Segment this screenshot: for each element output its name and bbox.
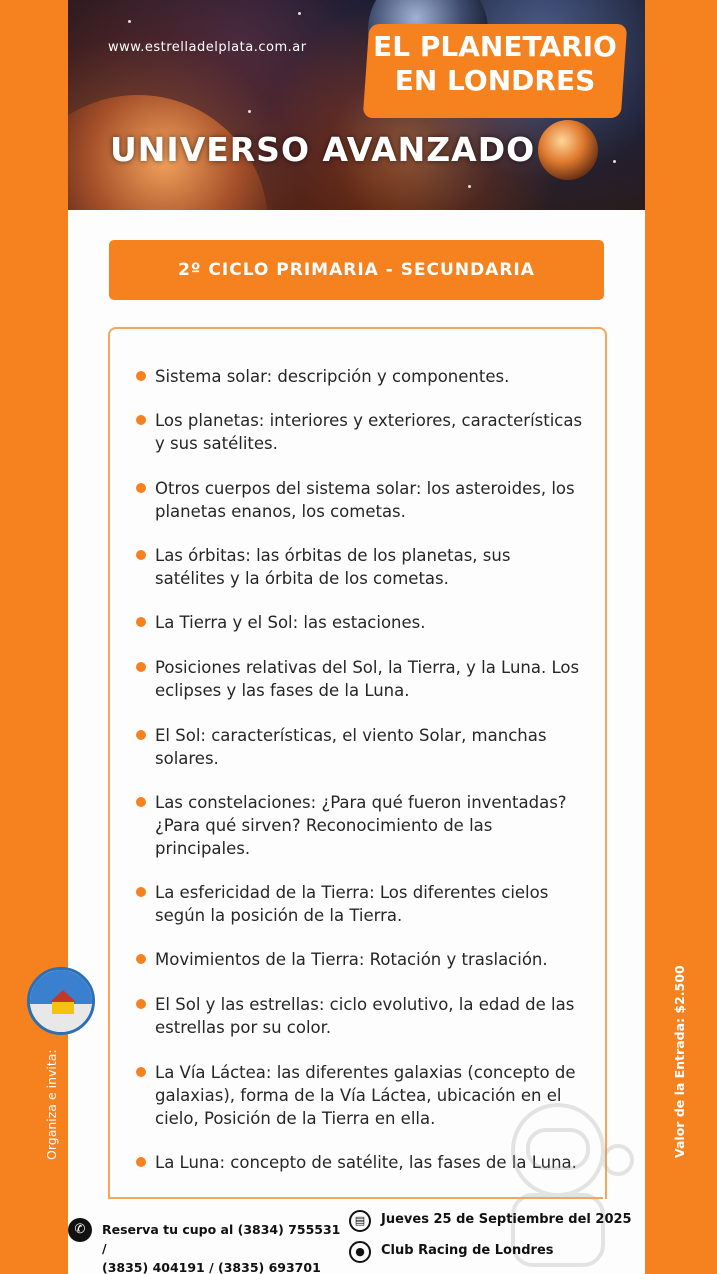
bullet-dot	[136, 1067, 146, 1077]
event-venue: Club Racing de Londres	[381, 1243, 554, 1258]
star	[248, 110, 251, 113]
organizer-label: Organiza e invita:	[44, 1049, 59, 1160]
space-banner	[68, 0, 645, 210]
badge-line-1: EL PLANETARIO	[373, 30, 617, 63]
website-url: www.estrelladelplata.com.ar	[108, 40, 307, 55]
star	[468, 185, 471, 188]
bullet-dot	[136, 999, 146, 1009]
star	[298, 12, 301, 15]
ticket-price-label: Valor de la Entrada: $2.500	[672, 965, 687, 1158]
bullet-dot	[136, 1157, 146, 1167]
bullet-dot	[136, 550, 146, 560]
flyer-card	[68, 0, 645, 1274]
star	[128, 20, 131, 23]
cycle-banner: 2º CICLO PRIMARIA - SECUNDARIA	[109, 240, 604, 300]
bullet-dot	[136, 415, 146, 425]
footer-divider	[108, 1197, 603, 1199]
reservation-line-2: (3835) 404191 / (3835) 693701	[102, 1260, 321, 1274]
reservation-contact	[102, 1220, 342, 1274]
school-logo	[27, 967, 95, 1035]
badge-title	[366, 30, 624, 98]
bullet-dot	[136, 954, 146, 964]
phone-icon: ✆	[68, 1218, 92, 1242]
reservation-line-1: Reserva tu cupo al (3834) 755531 /	[102, 1222, 341, 1256]
bullet-dot	[136, 730, 146, 740]
bullet-dot	[136, 371, 146, 381]
bullet-dot	[136, 617, 146, 627]
star	[613, 160, 616, 163]
bullet-dot	[136, 887, 146, 897]
bullet-dot	[136, 662, 146, 672]
event-date: Jueves 25 de Septiembre del 2025	[381, 1212, 632, 1227]
badge-line-2: EN LONDRES	[394, 64, 596, 97]
main-title: UNIVERSO AVANZADO	[110, 130, 536, 169]
bullet-dot	[136, 797, 146, 807]
location-pin-icon: ●	[349, 1241, 371, 1263]
bullet-dot	[136, 483, 146, 493]
small-planet-image	[538, 120, 598, 180]
topics-list: Sistema solar: descripción y componentes. Los planetas: interiores y exteriores, características y sus satélites. Otros cuerpos del sistema solar: los asteroides, los planetas enanos, los cometas. Las órbitas: las órbitas de los planetas, sus satélites y la órbita de los cometas. La Tierra y el Sol: las estaciones. Posiciones relativas del Sol, la Tierra, y la Luna. Los eclipses y las fases de la Luna. El Sol: características, el viento Solar, manchas solares. Las constelaciones: ¿Para qué fueron inventadas? ¿Para qué sirven? Reconocimiento de las principales. La esfericidad de la Tierra: Los diferentes cielos según la posición de la Tierra. Movimientos de la Tierra: Rotación y traslación. El Sol y las estrellas: ciclo evolutivo, la edad de las estrellas por su color. La Vía Láctea: las diferentes galaxias (concepto de galaxias), forma de la Vía Láctea, ubicación en el cielo, Posición de la Tierra en ella. La Luna: concepto de satélite, las fases de la Luna.	[108, 327, 607, 1199]
calendar-icon: ▤	[349, 1210, 371, 1232]
